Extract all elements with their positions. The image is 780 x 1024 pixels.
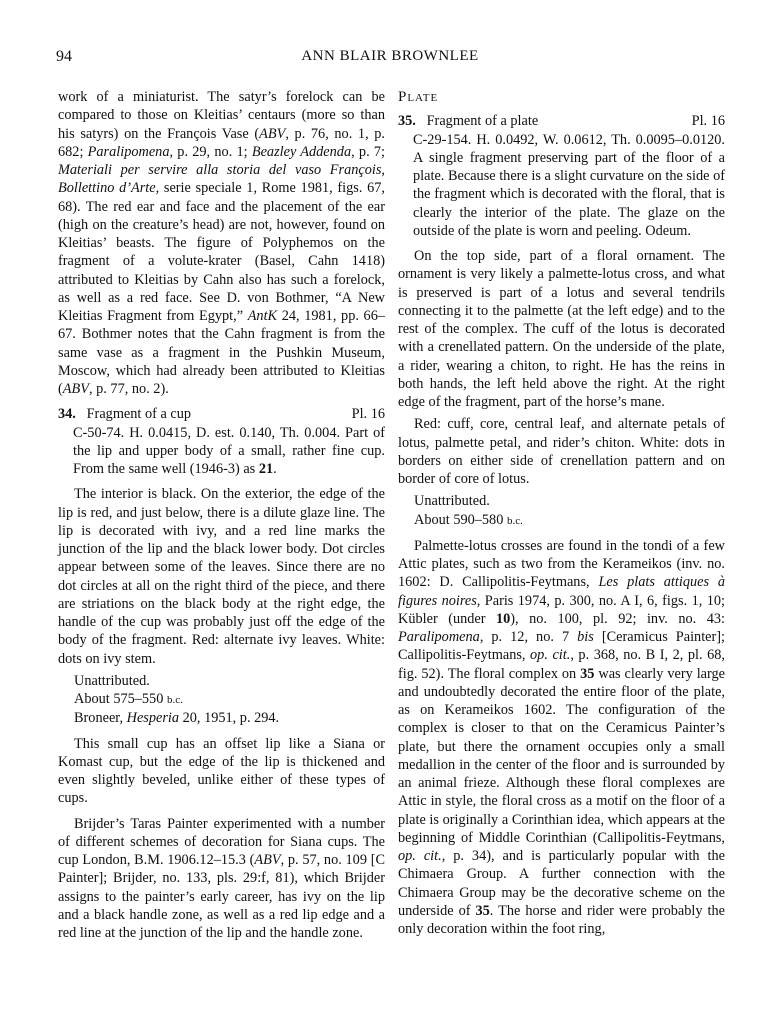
intro-paragraph: work of a miniaturist. The satyr’s forelock can be compared to those on Kleitias’ centaurs (more so than his satyrs) on the François Vase (ABV, p. 76, no. 1, p. 682; Paralipomena, p. 29, no. 1; Beazley Addenda, p. 7; Materiali per servire alla storia del vaso François, Bollettino d’Arte, serie speciale 1, Rome 1981, figs. 67, 68). The red ear and face and the placement of the ear (high on the creature’s head) are not, however, found on Kleitias’ beasts. The figure of Polyphemos on the fragment of a volute-krater (Basel, Cahn 1418) attributed to Kleitias by Cahn also has such a forelock, as well as a red face. See D. von Bothmer, “A New Kleitias Fragment from Egypt,” AntK 24, 1981, pp. 66–67. Bothmer notes that the Cahn fragment is from the same vase as a fragment in the Pushkin Museum, Moscow, which had already been attributed to Kleitias (ABV, p. 77, no. 2). [58,89,386,397]
entry-34-number: 34. [58,406,76,423]
entry-35-colors: Red: cuff, core, central leaf, and alternate petals of lotus, palmette petal, and rider’s chiton. White: dots in borders on either side of crenellation pattern and on border of core of lotus. [398,416,725,487]
entry-35-discussion: Palmette-lotus crosses are found in the tondi of a few Attic plates, such as two from the Kerameikos (inv. no. 1602: D. Callipolitis-Feytmans, Les plats attiques à figures noires, Paris 1974, p. 300, no. A I, 6, figs. 1, 10; Kübler (under 10), no. 100, pl. 92; inv. no. 43: Paralipomena, p. 12, no. 7 bis [Ceramicus Painter]; Callipolitis-Feytmans, op. cit., p. 368, no. B I, 2, pl. 68, fig. 52). The floral complex on 35 was clearly very large and undoubtedly decorated the entire floor of the plate, as on Kerameikos 1602. The configuration of the complex is closer to that on the Ceramicus Painter’s plate, but there the ornament occupies only a small medallion in the center of the floor and is surrounded by an animal frieze. Although these floral complexes are Attic in style, the floral cross as a motif on the floor of a plate is originally a Corinthian idea, which appears at the beginning of Middle Corinthian (Callipolitis-Feytmans, op. cit., p. 34), and is particularly popular with the Chimaera Group. A further connection with the Chimaera Group may be the decorative scheme on the underside of 35. The horse and rider were probably the only decoration within the foot ring, [398,537,726,937]
entry-35-title: Fragment of a plate [426,113,539,130]
entry-34-inventory: C-50-74. H. 0.0415, D. est. 0.140, Th. 0.004. Part of the lip and upper body of a small, rather fine cup. From the same well (1946-3) as 21. [73,424,385,477]
entry-34-discussion-1: This small cup has an offset lip like a Siana or Komast cup, but the edge of the lip is thickened and even slightly beveled, unlike either of these types of cups. [58,735,385,807]
entry-34-title: Fragment of a cup [86,406,192,423]
right-column [398,88,725,938]
entry-34-attribution: Unattributed. [74,672,150,689]
section-label-plate: Plate [398,89,439,105]
entry-34-plate: Pl. 16 [351,406,385,423]
entry-34-discussion-2: Brijder’s Taras Painter experimented with a number of different schemes of decoration for Siana cups. The cup London, B.M. 1906.12–15.3 (ABV, p. 57, no. 109 [C Painter]; Brijder, no. 133, pls. 29:f, 81), which Brijder assigns to the painter’s early career, has ivy on the lip and a black handle zone, as well as a red lip edge and a red line at the junction of the lip and the handle zone. [58,815,386,941]
left-column [58,88,385,942]
entry-35-attribution: Unattributed. [414,493,490,510]
entry-35-description: On the top side, part of a floral ornament. The ornament is very likely a palmette-lotus cross, and what is preserved is part of a lotus and several tendrils connecting it to the palmette (at the left edge) and to the rest of the complex. The cuff of the lotus is decorated with a crenellated pattern. On the underside of the plate, a rider, wearing a chiton, to right. He has the reins in both hands, the left held above the right. At the right edge of the fragment, part of the horse’s mane. [398,248,725,410]
entry-34-bibliography: Broneer, Hesperia 20, 1951, p. 294. [74,710,280,727]
entry-35-plate: Pl. 16 [691,113,725,130]
running-head: ANN BLAIR BROWNLEE [301,48,479,64]
page-number: 94 [56,48,72,65]
entry-34-heading [58,405,385,423]
entry-35-date: About 590–580 b.c. [414,511,523,528]
entry-35-number: 35. [398,113,416,130]
entry-34-date: About 575–550 b.c. [74,691,183,707]
entry-35-heading [398,112,725,130]
entry-34-description: The interior is black. On the exterior, the edge of the lip is red, and just below, there is a dilute glaze line. The lip is decorated with ivy, and a red line marks the junction of the lip and the black lower body. Dot circles appear between some of the leaves. Since there are no dot circles at all on the right third of the piece, and there are striations on the black body at the right edge, the handle of the cup was probably just off the edge of the body of the fragment. Red: alternate ivy leaves. White: dots on ivy stem. [58,486,385,667]
entry-35-inventory: C-29-154. H. 0.0492, W. 0.0612, Th. 0.0095–0.0120. A single fragment preserving part of the floor of a plate. Because there is a slight curvature on the side of the fragment which is decorated with the floral, that is clearly the interior of the plate. The glaze on the outside of the plate is worn and peeling. Odeum. [413,131,725,239]
